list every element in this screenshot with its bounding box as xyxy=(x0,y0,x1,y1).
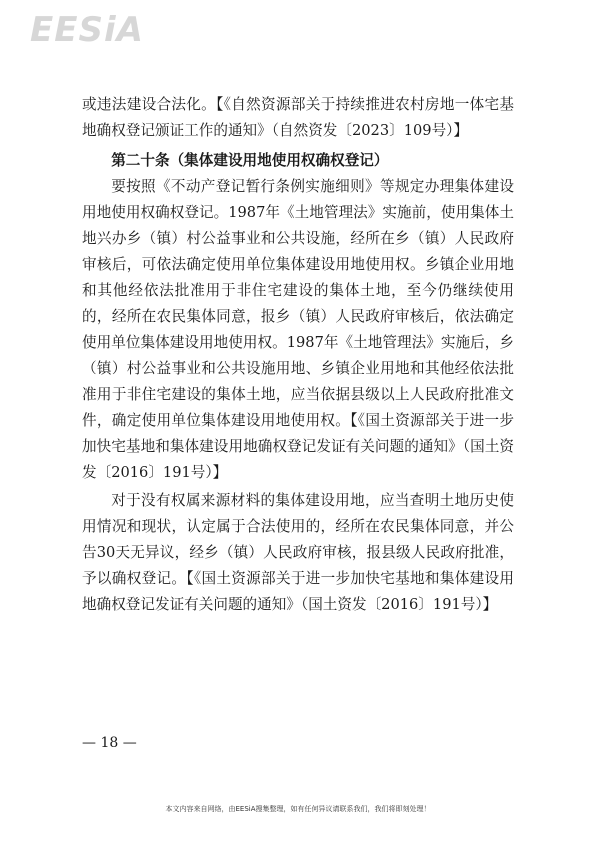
continued-paragraph: 或违法建设合法化。【《自然资源部关于持续推进农村房地一体宅基地确权登记颁证工作的通知》（自然资发〔2023〕109号）】 xyxy=(82,96,514,139)
paragraph: 要按照《不动产登记暂行条例实施细则》等规定办理集体建设用地使用权确权登记。1987年《土地管理法》实施前，使用集体土地兴办乡（镇）村公益事业和公共设施，经所在乡（镇）人民政府审核后，可依法确定使用单位集体建设用地使用权。乡镇企业用地和其他经依法批准用于非住宅建设的集体土地，至今仍继续使用的，经所在农民集体同意，报乡（镇）人民政府审核后，依法确定使用单位集体建设用地使用权。1987年《土地管理法》实施后，乡（镇）村公益事业和公共设施用地、乡镇企业用地和其他经依法批准用于非住宅建设的集体土地，应当依据县级以上人民政府批准文件，确定使用单位集体建设用地使用权。【《国土资源部关于进一步加快宅基地和集体建设用地确权登记发证有关问题的通知》（国土资发〔2016〕191号）】 xyxy=(82,178,514,481)
footer-notice: 本文内容来自网络，由EESiA搜集整理，如有任何异议请联系我们，我们将即刻处理！ xyxy=(165,805,431,813)
page-number: — 18 — xyxy=(82,735,137,751)
eesia-logo: EESiA xyxy=(30,10,144,50)
paragraph: 对于没有权属来源材料的集体建设用地，应当查明土地历史使用情况和现状，认定属于合法使用的，经所在农民集体同意，并公告30天无异议，经乡（镇）人民政府审核，报县级人民政府批准，予以确权登记。【《国土资源部关于进一步加快宅基地和集体建设用地确权登记发证有关问题的通知》（国土资发〔2016〕191号）】 xyxy=(82,492,514,613)
document-body xyxy=(82,92,514,618)
article-title: 第二十条（集体建设用地使用权确权登记） xyxy=(111,152,389,169)
